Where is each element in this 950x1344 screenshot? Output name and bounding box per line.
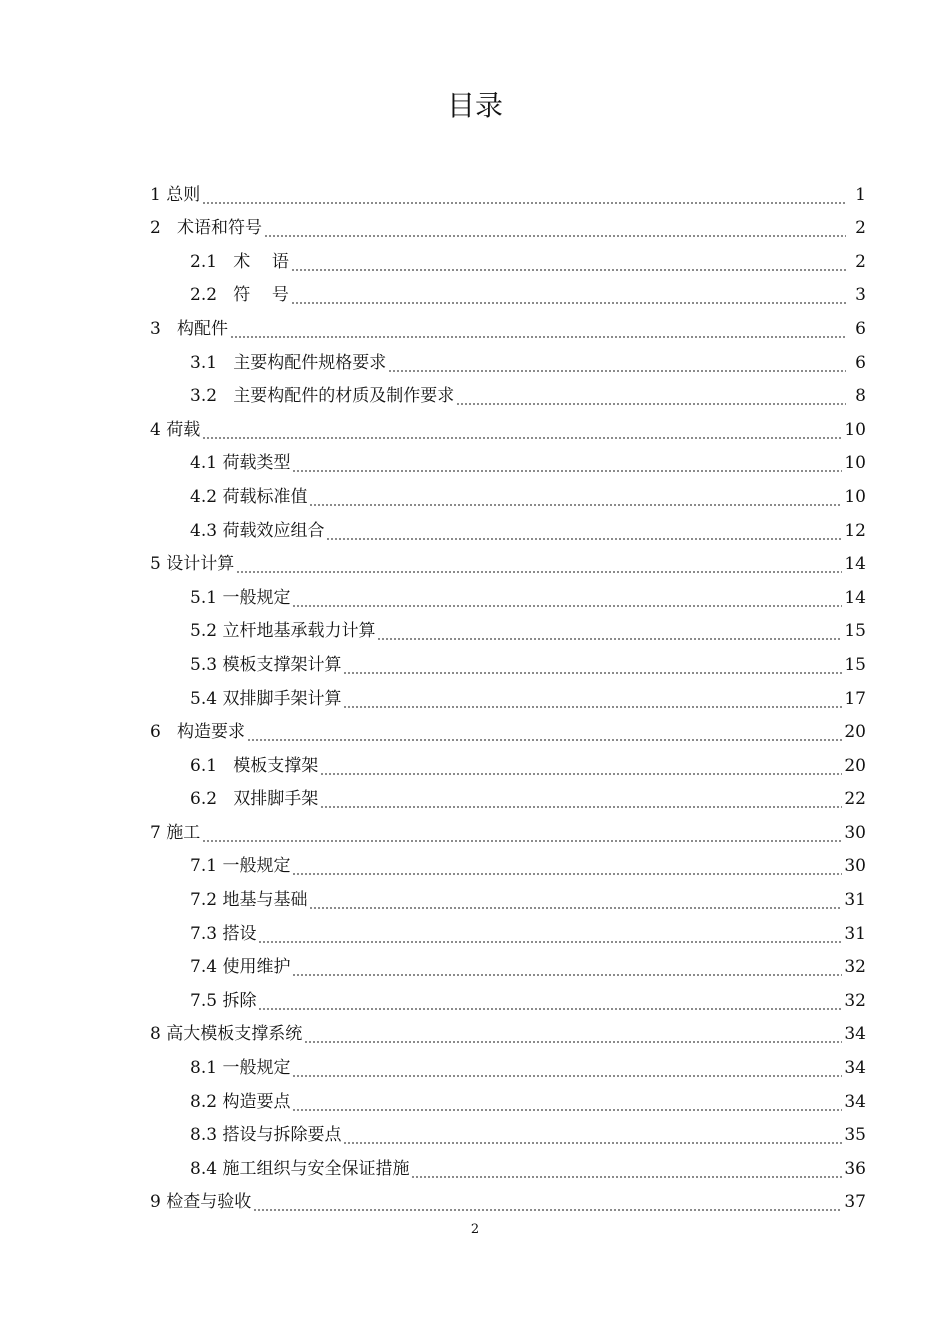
toc-entry-page-number: 15 — [844, 654, 866, 675]
toc-subsection-entry[interactable] — [150, 676, 866, 710]
toc-subsection-entry[interactable] — [150, 609, 866, 643]
toc-entry-number: 8.4 — [190, 1158, 223, 1179]
toc-subsection-entry[interactable] — [150, 374, 866, 408]
toc-entry-title: 一般规定 — [222, 856, 291, 877]
dot-leader — [456, 385, 846, 407]
dot-leader — [253, 1191, 842, 1213]
dot-leader — [309, 486, 842, 508]
toc-subsection-entry[interactable] — [150, 777, 866, 811]
toc-entry-title: 施工 — [166, 822, 201, 843]
dot-leader — [377, 620, 842, 642]
toc-entry-number: 4.2 — [190, 486, 223, 507]
toc-entry-number: 2.2 — [190, 285, 234, 306]
dot-leader — [292, 587, 842, 609]
toc-entry-title: 立杆地基承载力计算 — [222, 621, 376, 642]
toc-subsection-entry[interactable] — [150, 1045, 866, 1079]
toc-entry-number: 5.3 — [190, 654, 223, 675]
toc-entry-page-number: 6 — [855, 352, 866, 373]
toc-entry-number: 3.1 — [190, 352, 234, 373]
dot-leader — [292, 1091, 842, 1113]
dot-leader — [258, 923, 842, 945]
toc-chapter-entry[interactable] — [150, 206, 866, 240]
toc-subsection-entry[interactable] — [150, 844, 866, 878]
toc-entry-title: 高大模板支撑系统 — [166, 1024, 303, 1045]
toc-entry-title: 荷载类型 — [222, 453, 291, 474]
toc-entry-title: 术 语 — [233, 251, 289, 272]
toc-entry-number: 3 — [150, 318, 178, 339]
toc-subsection-entry[interactable] — [150, 441, 866, 475]
toc-entry-title: 地基与基础 — [222, 890, 308, 911]
dot-leader — [320, 755, 842, 777]
toc-entry-title: 总则 — [166, 184, 201, 205]
toc-entry-page-number: 31 — [844, 923, 866, 944]
toc-entry-page-number: 37 — [844, 1192, 866, 1213]
toc-entry-page-number: 34 — [844, 1024, 866, 1045]
dot-leader — [247, 721, 842, 743]
page-title: 目录 — [446, 89, 503, 122]
toc-entry-page-number: 14 — [844, 554, 866, 575]
toc-entry-title: 搭设与拆除要点 — [222, 1125, 342, 1146]
dot-leader — [292, 956, 842, 978]
toc-entry-page-number: 32 — [844, 957, 866, 978]
toc-entry-title: 构造要点 — [222, 1091, 291, 1112]
toc-entry-title: 施工组织与安全保证措施 — [222, 1158, 410, 1179]
toc-chapter-entry[interactable] — [150, 810, 866, 844]
toc-entry-title: 构造要求 — [177, 722, 246, 743]
toc-entry-number: 4.3 — [190, 520, 223, 541]
toc-entry-page-number: 2 — [855, 251, 866, 272]
toc-entry-number: 4 — [150, 419, 167, 440]
toc-subsection-entry[interactable] — [150, 945, 866, 979]
dot-leader — [304, 1023, 842, 1045]
toc-entry-page-number: 8 — [855, 386, 866, 407]
toc-subsection-entry[interactable] — [150, 1079, 866, 1113]
toc-entry-title: 符 号 — [233, 285, 289, 306]
dot-leader — [309, 889, 842, 911]
toc-entry-number: 2.1 — [190, 251, 234, 272]
toc-subsection-entry[interactable] — [150, 340, 866, 374]
toc-entry-page-number: 10 — [844, 486, 866, 507]
dot-leader — [292, 1057, 842, 1079]
toc-entry-number: 2 — [150, 218, 178, 239]
dot-leader — [343, 1124, 842, 1146]
toc-chapter-entry[interactable] — [150, 306, 866, 340]
toc-entry-title: 模板支撑架 — [233, 755, 319, 776]
toc-entry-page-number: 3 — [855, 285, 866, 306]
toc-chapter-entry[interactable] — [150, 1180, 866, 1214]
toc-subsection-entry[interactable] — [150, 1146, 866, 1180]
toc-entry-page-number: 10 — [844, 453, 866, 474]
toc-entry-number: 6 — [150, 722, 178, 743]
toc-entry-page-number: 15 — [844, 621, 866, 642]
dot-leader — [291, 284, 846, 306]
toc-chapter-entry[interactable] — [150, 407, 866, 441]
toc-entry-title: 一般规定 — [222, 1058, 291, 1079]
toc-entry-page-number: 14 — [844, 587, 866, 608]
toc-subsection-entry[interactable] — [150, 239, 866, 273]
dot-leader — [320, 788, 842, 810]
toc-entry-title: 一般规定 — [222, 587, 291, 608]
toc-entry-number: 7.4 — [190, 957, 223, 978]
dot-leader — [343, 654, 842, 676]
toc-chapter-entry[interactable] — [150, 172, 866, 206]
toc-entry-page-number: 31 — [844, 890, 866, 911]
toc-entry-number: 7.1 — [190, 856, 223, 877]
toc-entry-number: 1 — [150, 184, 167, 205]
toc-entry-page-number: 36 — [844, 1158, 866, 1179]
toc-entry-number: 3.2 — [190, 386, 234, 407]
dot-leader — [291, 251, 846, 273]
toc-subsection-entry[interactable] — [150, 877, 866, 911]
toc-entry-page-number: 6 — [855, 318, 866, 339]
toc-entry-number: 6.2 — [190, 789, 234, 810]
toc-subsection-entry[interactable] — [150, 642, 866, 676]
toc-entry-page-number: 32 — [844, 990, 866, 1011]
toc-entry-title: 使用维护 — [222, 957, 291, 978]
toc-entry-page-number: 30 — [844, 856, 866, 877]
toc-subsection-entry[interactable] — [150, 474, 866, 508]
toc-chapter-entry[interactable] — [150, 710, 866, 744]
toc-entry-number: 7 — [150, 822, 167, 843]
toc-entry-title: 双排脚手架 — [233, 789, 319, 810]
toc-entry-number: 5 — [150, 554, 167, 575]
toc-entry-title: 主要构配件的材质及制作要求 — [233, 386, 455, 407]
dot-leader — [236, 553, 842, 575]
dot-leader — [292, 452, 842, 474]
toc-entry-page-number: 20 — [844, 755, 866, 776]
dot-leader — [343, 688, 842, 710]
toc-subsection-entry[interactable] — [150, 1113, 866, 1147]
toc-entry-number: 8.1 — [190, 1058, 223, 1079]
toc-entry-page-number: 34 — [844, 1058, 866, 1079]
toc-entry-page-number: 22 — [844, 789, 866, 810]
toc-entry-title: 术语和符号 — [177, 218, 263, 239]
dot-leader — [230, 318, 846, 340]
toc-entry-number: 8.2 — [190, 1091, 223, 1112]
toc-entry-number: 7.5 — [190, 990, 223, 1011]
toc-subsection-entry[interactable] — [150, 508, 866, 542]
toc-entry-title: 搭设 — [222, 923, 257, 944]
toc-entry-number: 5.4 — [190, 688, 223, 709]
page-number-footer: 2 — [470, 1222, 480, 1237]
toc-subsection-entry[interactable] — [150, 743, 866, 777]
toc-entry-number: 5.2 — [190, 621, 223, 642]
toc-entry-title: 主要构配件规格要求 — [233, 352, 387, 373]
dot-leader — [202, 184, 846, 206]
toc-chapter-entry[interactable] — [150, 1012, 866, 1046]
dot-leader — [326, 520, 842, 542]
toc-entry-title: 荷载标准值 — [222, 486, 308, 507]
toc-entry-number: 7.2 — [190, 890, 223, 911]
toc-entry-title: 荷载 — [166, 419, 201, 440]
toc-entry-page-number: 17 — [844, 688, 866, 709]
toc-subsection-entry[interactable] — [150, 575, 866, 609]
toc-entry-page-number: 35 — [844, 1125, 866, 1146]
toc-entry-number: 9 — [150, 1192, 167, 1213]
toc-entry-page-number: 10 — [844, 419, 866, 440]
toc-entry-title: 荷载效应组合 — [222, 520, 325, 541]
toc-subsection-entry[interactable] — [150, 978, 866, 1012]
toc-entry-page-number: 20 — [844, 722, 866, 743]
toc-entry-number: 5.1 — [190, 587, 223, 608]
toc-entry-page-number: 30 — [844, 822, 866, 843]
toc-entry-number: 6.1 — [190, 755, 234, 776]
toc-entry-title: 拆除 — [222, 990, 257, 1011]
toc-chapter-entry[interactable] — [150, 542, 866, 576]
toc-entry-title: 检查与验收 — [166, 1192, 252, 1213]
toc-entry-page-number: 12 — [844, 520, 866, 541]
toc-entry-title: 构配件 — [177, 318, 229, 339]
dot-leader — [388, 352, 846, 374]
toc-entry-number: 8.3 — [190, 1125, 223, 1146]
toc-subsection-entry[interactable] — [150, 273, 866, 307]
dot-leader — [411, 1158, 842, 1180]
toc-subsection-entry[interactable] — [150, 911, 866, 945]
toc-entry-number: 7.3 — [190, 923, 223, 944]
dot-leader — [258, 990, 842, 1012]
toc-entry-number: 8 — [150, 1024, 167, 1045]
dot-leader — [202, 419, 842, 441]
toc-entry-number: 4.1 — [190, 453, 223, 474]
toc-entry-title: 模板支撑架计算 — [222, 654, 342, 675]
table-of-contents — [150, 172, 866, 1213]
toc-entry-title: 双排脚手架计算 — [222, 688, 342, 709]
toc-entry-title: 设计计算 — [166, 554, 235, 575]
dot-leader — [264, 217, 846, 239]
dot-leader — [202, 822, 842, 844]
toc-entry-page-number: 34 — [844, 1091, 866, 1112]
toc-entry-page-number: 1 — [855, 184, 866, 205]
dot-leader — [292, 855, 842, 877]
toc-entry-page-number: 2 — [855, 218, 866, 239]
